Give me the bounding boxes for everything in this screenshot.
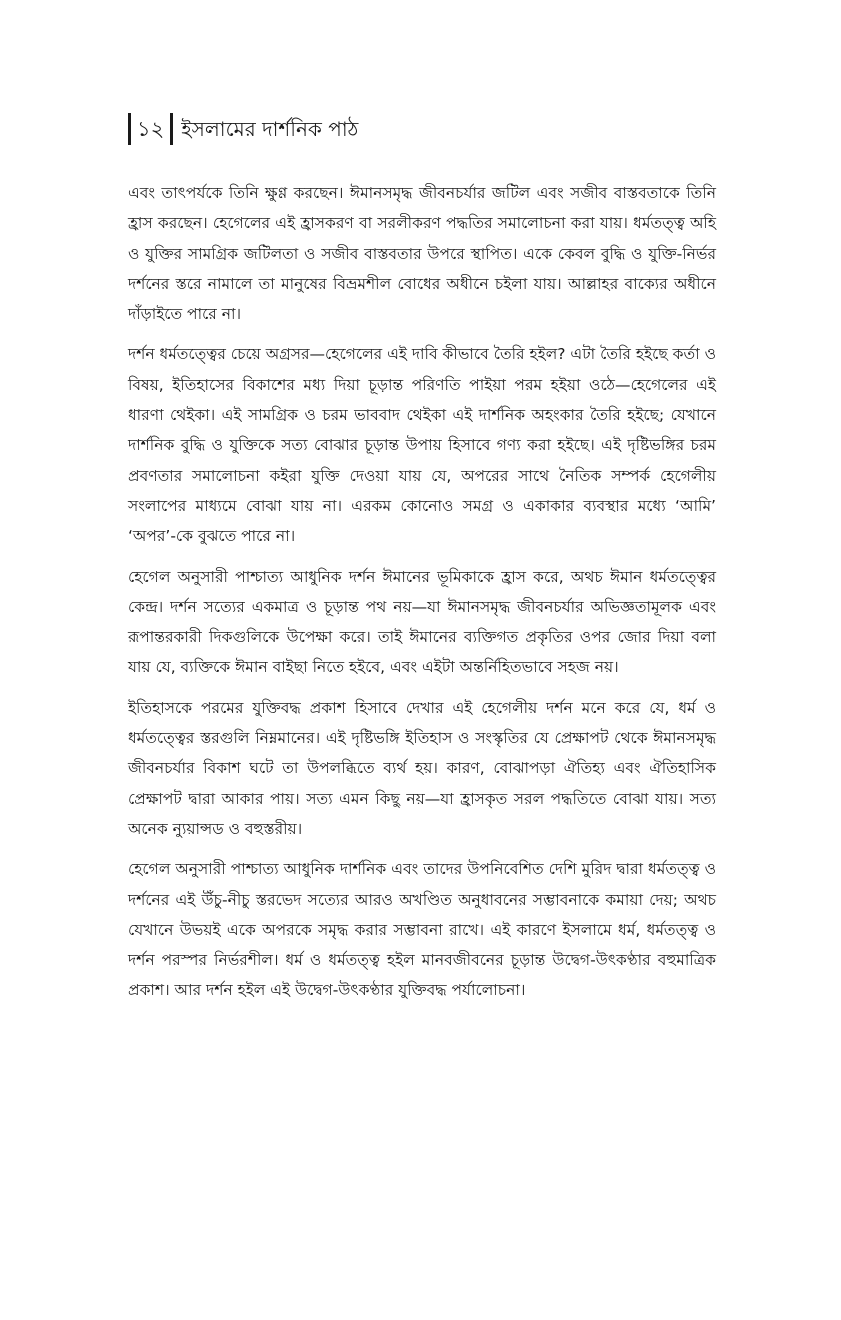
paragraph-1: এবং তাৎপর্যকে তিনি ক্ষুণ্ণ করছেন। ঈমানসমৃদ্ধ জীবনচর্যার জটিল এবং সজীব বাস্তবতাকে তিনি হ্রাস করছেন। হেগেলের এই হ্রাসকরণ বা সরলীকরণ পদ্ধতির সমালোচনা করা যায়। ধর্মতত্ত্ব অহি ও যুক্তির সামগ্রিক জটিলতা ও সজীব বাস্তবতার উপরে স্থাপিত। একে কেবল বুদ্ধি ও যুক্তি-নির্ভর দর্শনের স্তরে নামালে তা মানুষের বিভ্রমশীল বোধের অধীনে চইলা যায়। আল্লাহর বাক্যের অধীনে দাঁড়াইতে পারে না। <box>128 184 716 324</box>
running-head <box>128 112 358 146</box>
book-title: ইসলামের দার্শনিক পাঠ <box>181 117 359 141</box>
paragraph-2: দর্শন ধর্মতত্ত্বের চেয়ে অগ্রসর—হেগেলের এই দাবি কীভাবে তৈরি হইল? এটা তৈরি হইছে কর্তা ও বিষয়, ইতিহাসের বিকাশের মধ্য দিয়া চূড়ান্ত পরিণতি পাইয়া পরম হইয়া ওঠে—হেগেলের এই ধারণা থেইকা। এই সামগ্রিক ও চরম ভাববাদ থেইকা এই দার্শনিক অহংকার তৈরি হইছে; যেখানে দার্শনিক বুদ্ধি ও যুক্তিকে সত্য বোঝার চূড়ান্ত উপায় হিসাবে গণ্য করা হইছে। এই দৃষ্টিভঙ্গির চরম প্রবণতার সমালোচনা কইরা যুক্তি দেওয়া যায় যে, অপরের সাথে নৈতিক সম্পর্ক হেগেলীয় সংলাপের মাধ্যমে বোঝা যায় না। এরকম কোনোও সমগ্র ও একাকার ব্যবস্থার মধ্যে ‘আমি’ ‘অপর’-কে বুঝতে পারে না। <box>128 345 716 546</box>
page-number: ১২ <box>137 117 165 141</box>
body-text <box>128 178 716 1016</box>
paragraph-3: হেগেল অনুসারী পাশ্চাত্য আধুনিক দর্শন ঈমানের ভূমিকাকে হ্রাস করে, অথচ ঈমান ধর্মতত্ত্বের কেন্দ্র। দর্শন সত্যের একমাত্র ও চূড়ান্ত পথ নয়—যা ঈমানসমৃদ্ধ জীবনচর্যার অভিজ্ঞতামূলক এবং রূপান্তরকারী দিকগুলিকে উপেক্ষা করে। তাই ঈমানের ব্যক্তিগত প্রকৃতির ওপর জোর দিয়া বলা যায় যে, ব্যক্তিকে ঈমান বাইছা নিতে হইবে, এবং এইটা অন্তর্নিহিতভাবে সহজ নয়। <box>128 567 716 677</box>
paragraph-5: হেগেল অনুসারী পাশ্চাত্য আধুনিক দার্শনিক এবং তাদের উপনিবেশিত দেশি মুরিদ দ্বারা ধর্মতত্ত্ব ও দর্শনের এই উঁচু-নীচু স্তরভেদ সত্যের আরও অখণ্ডিত অনুধাবনের সম্ভাবনাকে কমায়া দেয়; অথচ যেখানে উভয়ই একে অপরকে সমৃদ্ধ করার সম্ভাবনা রাখে। এই কারণে ইসলামে ধর্ম, ধর্মতত্ত্ব ও দর্শন পরস্পর নির্ভরশীল। ধর্ম ও ধর্মতত্ত্ব হইল মানবজীবনের চূড়ান্ত উদ্বেগ-উৎকণ্ঠার বহুমাত্রিক প্রকাশ। আর দর্শন হইল এই উদ্বেগ-উৎকণ্ঠার যুক্তিবদ্ধ পর্যালোচনা। <box>128 860 716 1000</box>
paragraph-4: ইতিহাসকে পরমের যুক্তিবদ্ধ প্রকাশ হিসাবে দেখার এই হেগেলীয় দর্শন মনে করে যে, ধর্ম ও ধর্মতত্ত্বের স্তরগুলি নিম্নমানের। এই দৃষ্টিভঙ্গি ইতিহাস ও সংস্কৃতির যে প্রেক্ষাপট থেকে ঈমানসমৃদ্ধ জীবনচর্যার বিকাশ ঘটে তা উপলব্ধিতে ব্যর্থ হয়। কারণ, বোঝাপড়া ঐতিহ্য এবং ঐতিহাসিক প্রেক্ষাপট দ্বারা আকার পায়। সত্য এমন কিছু নয়—যা হ্রাসকৃত সরল পদ্ধতিতে বোঝা যায়। সত্য অনেক ন্যুয়ান্সড ও বহুস্তরীয়। <box>128 698 716 838</box>
